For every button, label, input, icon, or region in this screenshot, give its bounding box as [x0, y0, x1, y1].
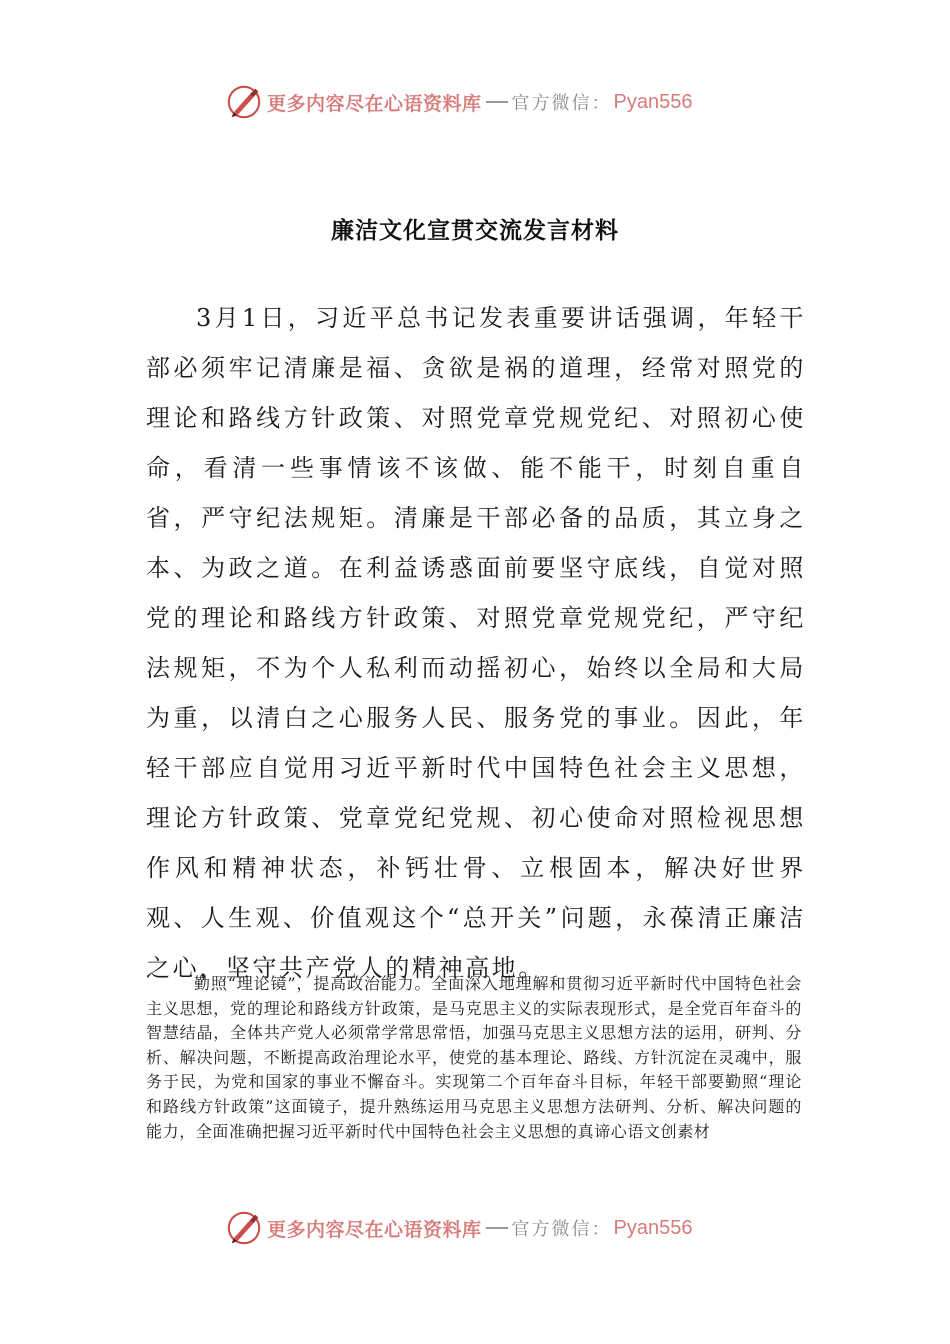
banner-dash	[486, 101, 508, 103]
pen-logo-icon	[225, 83, 263, 121]
footer-banner	[225, 1208, 692, 1248]
header-banner	[225, 82, 692, 122]
pen-logo-icon	[225, 1209, 263, 1247]
secondary-paragraph: 勤照“理论镜”，提高政治能力。全面深入地理解和贯彻习近平新时代中国特色社会主义思想，党的理论和路线方针政策，是马克思主义的实际表现形式，是全党百年奋斗的智慧结晶，全体共产党人必须常学常思常悟，加强马克思主义思想方法的运用，研判、分析、解决问题，不断提高政治理论水平，使党的基本理论、路线、方针沉淀在灵魂中，服务于民，为党和国家的事业不懈奋斗。实现第二个百年奋斗目标，年轻干部要勤照“理论和路线方针政策”这面镜子，提升熟练运用马克思主义思想方法研判、分析、解决问题的能力，全面准确把握习近平新时代中国特色社会主义思想的真谛心语文创素材	[146, 974, 802, 1141]
banner-wechat-label: 官方微信：	[511, 1219, 612, 1240]
banner-slogan: 更多内容尽在心语资料库	[267, 92, 482, 115]
banner-dash	[486, 1227, 508, 1229]
banner-wechat-id: Pyan556	[613, 1216, 693, 1239]
banner-slogan: 更多内容尽在心语资料库	[267, 1218, 482, 1241]
document-title: 廉洁文化宣贯交流发言材料	[331, 217, 619, 244]
banner-wechat-id: Pyan556	[613, 90, 693, 113]
banner-wechat-label: 官方微信：	[511, 93, 612, 114]
main-paragraph: 3月1日，习近平总书记发表重要讲话强调，年轻干部必须牢记清廉是福、贪欲是祸的道理，经常对照党的理论和路线方针政策、对照党章党规党纪、对照初心使命，看清一些事情该不该做、能不能干，时刻自重自省，严守纪法规矩。清廉是干部必备的品质，其立身之本、为政之道。在利益诱惑面前要坚守底线，自觉对照党的理论和路线方针政策、对照党章党规党纪，严守纪法规矩，不为个人私利而动摇初心，始终以全局和大局为重，以清白之心服务人民、服务党的事业。因此，年轻干部应自觉用习近平新时代中国特色社会主义思想，理论方针政策、党章党纪党规、初心使命对照检视思想作风和精神状态，补钙壮骨、立根固本，解决好世界观、人生观、价值观这个“总开关”问题，永葆清正廉洁之心，坚守共产党人的精神高地。	[146, 304, 806, 982]
